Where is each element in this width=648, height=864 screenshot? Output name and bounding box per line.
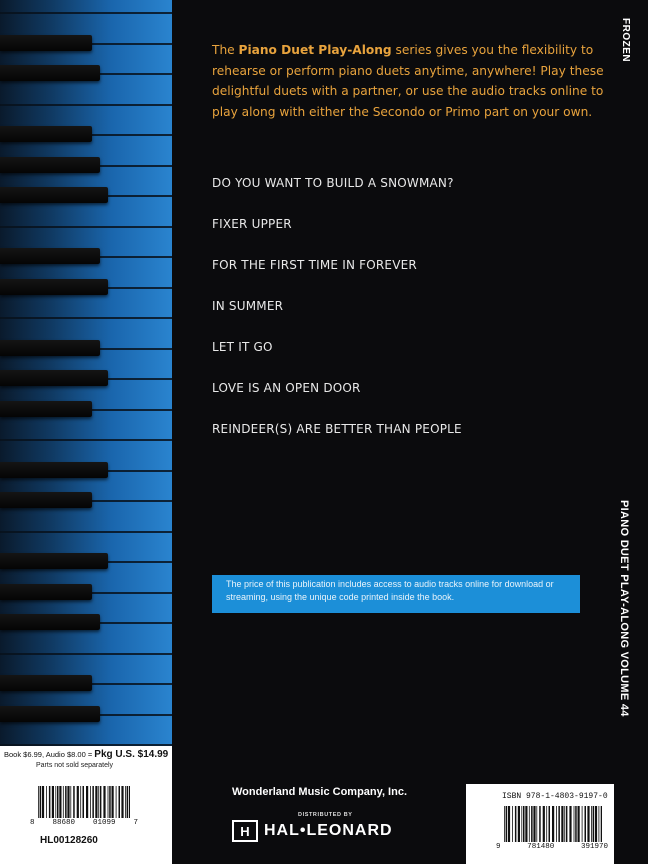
- song-list: [212, 174, 572, 461]
- black-key: [0, 492, 92, 508]
- song-item: DO YOU WANT TO BUILD A SNOWMAN?: [212, 176, 454, 190]
- isbn-text: ISBN 978-1-4803-9197-0: [502, 792, 608, 801]
- barcode-bar: [92, 786, 94, 818]
- barcode-bar: [67, 786, 69, 818]
- song-item: LOVE IS AN OPEN DOOR: [212, 381, 361, 395]
- upc-digits: [30, 819, 138, 827]
- isbn-digits: [496, 843, 608, 851]
- song-item: FIXER UPPER: [212, 217, 292, 231]
- upc-digit-group: 8: [30, 819, 35, 827]
- barcode-bar: [42, 786, 44, 818]
- hal-leonard-icon: H: [232, 820, 258, 842]
- upc-digit-group: 88680: [52, 819, 75, 827]
- barcode-bar: [86, 786, 88, 818]
- song-item: IN SUMMER: [212, 299, 284, 313]
- barcode-bar: [57, 786, 59, 818]
- barcode-bar: [595, 806, 597, 842]
- barcode-bar: [582, 806, 583, 842]
- barcode-bar: [578, 806, 580, 842]
- series-description: The Piano Duet Play-Along series gives you the flexibility to rehearse or perform piano duets anytime, anywhere! Play these delightful duets with a partner, or use the audio tracks online to play along with either the Secondo or Primo part on your own.: [212, 43, 604, 119]
- barcode-bar: [95, 786, 97, 818]
- black-key: [0, 35, 92, 51]
- upc-barcode: [38, 786, 130, 818]
- barcode-bar: [127, 786, 129, 818]
- barcode-bar: [80, 786, 81, 818]
- piano-keyboard-image: [0, 0, 172, 746]
- black-key: [0, 462, 108, 478]
- upc-digit-group: 01099: [92, 819, 116, 827]
- barcode-bar: [100, 786, 102, 818]
- barcode-bar: [70, 786, 71, 818]
- black-key: [0, 340, 100, 356]
- barcode-bar: [529, 806, 530, 842]
- barcode-bar: [601, 806, 602, 842]
- barcode-bar: [508, 806, 510, 842]
- barcode-bar: [121, 786, 123, 818]
- barcode-bar: [112, 786, 114, 818]
- barcode-bar: [585, 806, 587, 842]
- barcode-bar: [73, 786, 75, 818]
- barcode-bar: [543, 806, 545, 842]
- barcode-bar: [518, 806, 520, 842]
- black-key: [0, 706, 100, 722]
- white-key-gap: [0, 439, 172, 441]
- barcode-bar: [558, 806, 560, 842]
- black-key: [0, 370, 108, 386]
- item-code: HL00128260: [40, 835, 98, 846]
- barcode-bar: [569, 806, 571, 842]
- barcode-bar: [55, 786, 56, 818]
- white-key-gap: [0, 12, 172, 14]
- distributed-by-label: DISTRIBUTED BY: [298, 812, 353, 818]
- song-item: LET IT GO: [212, 340, 273, 354]
- barcode-bar: [116, 786, 117, 818]
- barcode-bar: [587, 806, 589, 842]
- barcode-bar: [552, 806, 554, 842]
- barcode-bar: [533, 806, 535, 842]
- white-key-gap: [0, 317, 172, 319]
- barcode-bar: [59, 786, 61, 818]
- upc-digit-group: 7: [133, 819, 138, 827]
- publisher-name: Wonderland Music Company, Inc.: [232, 786, 408, 798]
- barcode-bar: [46, 786, 47, 818]
- barcode-bar: [566, 806, 568, 842]
- barcode-bar: [40, 786, 42, 818]
- barcode-bar: [591, 806, 592, 842]
- barcode-bar: [523, 806, 525, 842]
- barcode-bar: [49, 786, 51, 818]
- spine-top-title: FROZEN: [620, 18, 631, 63]
- spine-series-title: PIANO DUET PLAY-ALONG VOLUME 44: [618, 500, 630, 717]
- white-key-gap: [0, 226, 172, 228]
- black-key: [0, 584, 92, 600]
- barcode-bar: [119, 786, 121, 818]
- barcode-bar: [52, 786, 54, 818]
- black-key: [0, 614, 100, 630]
- black-key: [0, 401, 92, 417]
- barcode-bar: [525, 806, 527, 842]
- barcode-bar: [515, 806, 517, 842]
- white-key-gap: [0, 653, 172, 655]
- barcode-bar: [77, 786, 79, 818]
- white-key-gap: [0, 531, 172, 533]
- song-item: FOR THE FIRST TIME IN FOREVER: [212, 258, 417, 272]
- isbn-digit-group: 781480: [527, 843, 555, 851]
- barcode-bar: [521, 806, 522, 842]
- barcode-bar: [98, 786, 99, 818]
- book-spine: [614, 0, 648, 864]
- barcode-bar: [108, 786, 109, 818]
- black-key: [0, 65, 100, 81]
- barcode-bar: [531, 806, 533, 842]
- price-text: Book $6.99, Audio $8.00 = Pkg U.S. $14.99: [4, 749, 169, 760]
- barcode-bar: [63, 786, 64, 818]
- series-name: Piano Duet Play-Along: [238, 43, 392, 57]
- white-key-gap: [0, 104, 172, 106]
- distributor-name: HAL•LEONARD: [264, 822, 393, 839]
- hal-leonard-logo: [232, 820, 393, 842]
- barcode-bar: [38, 786, 39, 818]
- black-key: [0, 157, 100, 173]
- black-key: [0, 675, 92, 691]
- parts-note: Parts not sold separately: [36, 762, 114, 769]
- barcode-bar: [546, 806, 547, 842]
- barcode-bar: [556, 806, 557, 842]
- barcode-bar: [65, 786, 67, 818]
- isbn-box: [466, 784, 614, 864]
- barcode-bar: [90, 786, 91, 818]
- barcode-bar: [129, 786, 130, 818]
- isbn-barcode: [504, 806, 602, 842]
- barcode-bar: [504, 806, 505, 842]
- barcode-bar: [561, 806, 563, 842]
- barcode-bar: [109, 786, 111, 818]
- black-key: [0, 553, 108, 569]
- audio-access-notice: The price of this publication includes access to audio tracks online for download or streaming, using the unique code printed inside the book.: [212, 575, 580, 613]
- barcode-bar: [549, 806, 551, 842]
- barcode-bar: [103, 786, 105, 818]
- barcode-bar: [599, 806, 600, 842]
- isbn-digit-group: 9: [496, 843, 501, 851]
- barcode-bar: [575, 806, 577, 842]
- black-key: [0, 126, 92, 142]
- black-key: [0, 187, 108, 203]
- barcode-bar: [574, 806, 575, 842]
- barcode-bar: [564, 806, 565, 842]
- barcode-bar: [593, 806, 595, 842]
- black-key: [0, 279, 108, 295]
- barcode-bar: [512, 806, 513, 842]
- song-item: REINDEER(S) ARE BETTER THAN PEOPLE: [212, 422, 462, 436]
- black-key: [0, 248, 100, 264]
- barcode-bar: [83, 786, 85, 818]
- barcode-bar: [506, 806, 508, 842]
- isbn-digit-group: 391970: [580, 843, 608, 851]
- barcode-bar: [536, 806, 537, 842]
- barcode-bar: [125, 786, 126, 818]
- barcode-bar: [539, 806, 541, 842]
